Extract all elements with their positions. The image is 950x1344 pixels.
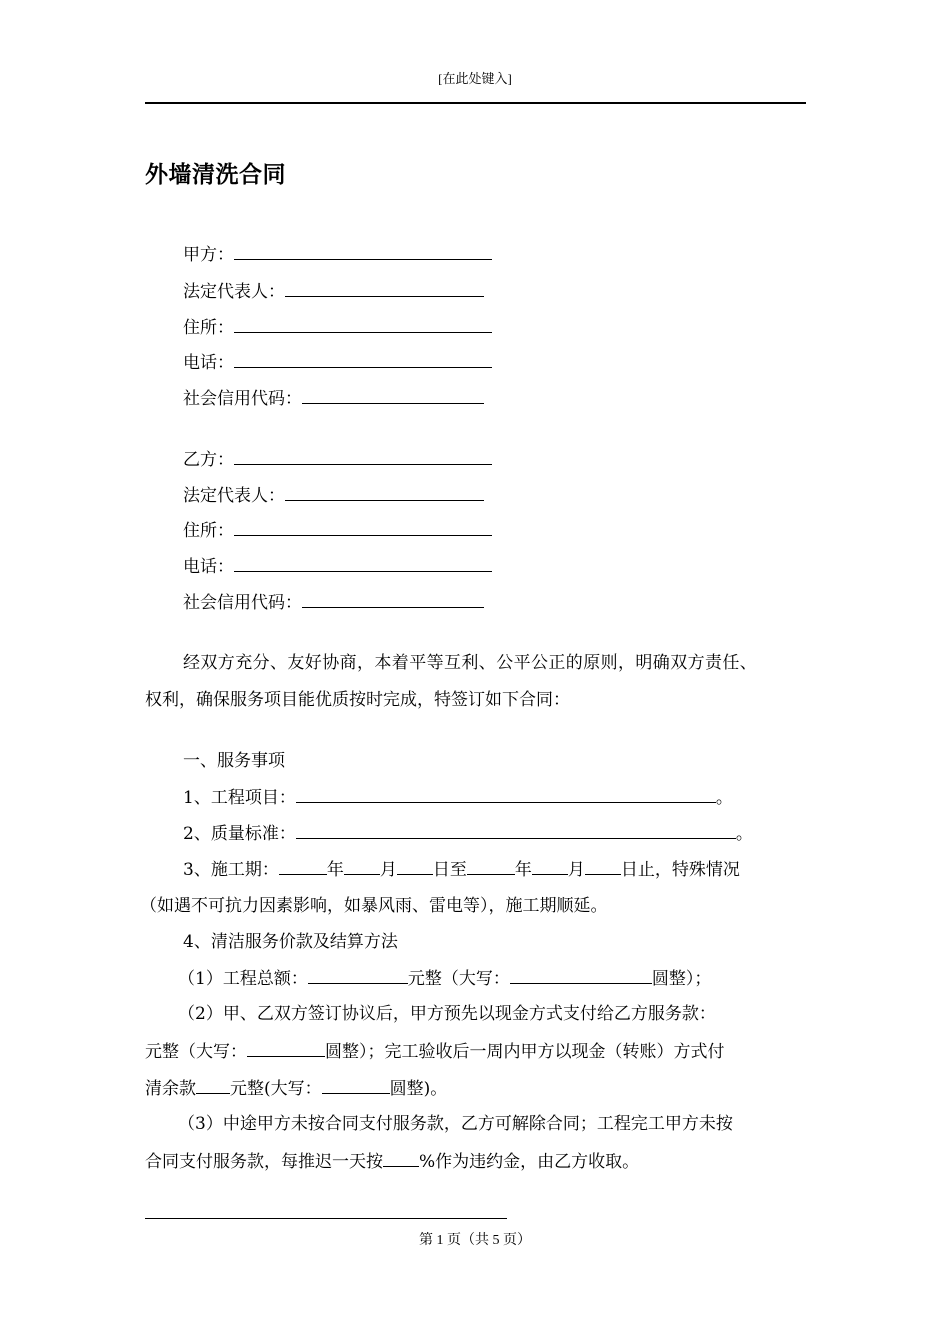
item-1-row (183, 786, 733, 809)
header-rule (145, 102, 806, 104)
item-1-label: 1、工程项目： (183, 788, 296, 808)
start-day-field[interactable] (397, 858, 433, 875)
party-b-phone-label: 电话： (183, 557, 234, 577)
party-a-phone-row (183, 351, 492, 374)
intro-line-1: 经双方充分、友好协商，本着平等互利、公平公正的原则，明确双方责任、 (183, 653, 758, 673)
item-1-end: 。 (715, 788, 733, 808)
text-span: 圆整)。 (389, 1079, 448, 1099)
payment-p2-line-1: （2）甲、乙双方签订协议后，甲方预先以现金方式支付给乙方服务款： (178, 1004, 716, 1024)
balance-capital-field[interactable] (322, 1077, 390, 1094)
party-a-name-row (183, 243, 492, 266)
party-a-name-label: 甲方： (183, 245, 234, 265)
quality-standard-field[interactable] (296, 822, 736, 839)
total-amount-label: （1）工程总额： (178, 969, 308, 989)
party-a-address-label: 住所： (183, 318, 234, 338)
party-a-rep-label: 法定代表人： (183, 282, 285, 302)
day-end-label: 日止，特殊情况 (620, 860, 740, 880)
end-day-field[interactable] (585, 858, 621, 875)
text-span: 清余款 (145, 1079, 196, 1099)
party-a-credit-code-row (183, 387, 484, 410)
item-3-line-2: （如遇不可抗力因素影响，如暴风雨、雷电等），施工期顺延。 (140, 896, 608, 916)
capital-label: 元整（大写： (407, 969, 510, 989)
party-a-phone-label: 电话： (183, 353, 234, 373)
year-label: 年 (514, 860, 532, 880)
page-header: [在此处键入] (438, 71, 512, 86)
party-b-address-field[interactable] (234, 519, 492, 536)
item-2-label: 2、质量标准： (183, 824, 296, 844)
text-span: 圆整）；完工验收后一周内甲方以现金（转账）方式付 (325, 1042, 725, 1062)
party-a-address-field[interactable] (234, 316, 492, 333)
party-b-name-row (183, 448, 492, 471)
party-b-credit-code-field[interactable] (302, 591, 484, 608)
party-b-rep-field[interactable] (285, 484, 484, 501)
party-b-address-row (183, 519, 492, 542)
end-month-field[interactable] (532, 858, 568, 875)
party-b-rep-row (183, 484, 484, 507)
text-span: %作为违约金，由乙方收取。 (419, 1152, 640, 1172)
month-label: 月 (379, 860, 397, 880)
party-b-credit-code-label: 社会信用代码： (183, 593, 302, 613)
item-2-end: 。 (735, 824, 753, 844)
payment-p2-line-3 (145, 1077, 447, 1100)
total-amount-capital-field[interactable] (510, 967, 652, 984)
party-b-name-label: 乙方： (183, 450, 234, 470)
text-span: 合同支付服务款，每推迟一天按 (145, 1152, 383, 1172)
party-b-phone-field[interactable] (234, 555, 492, 572)
advance-capital-field[interactable] (247, 1040, 325, 1057)
party-a-credit-code-label: 社会信用代码： (183, 389, 302, 409)
document-title: 外墙清洗合同 (145, 162, 286, 188)
total-amount-field[interactable] (308, 967, 408, 984)
penalty-rate-field[interactable] (383, 1150, 419, 1167)
party-a-credit-code-field[interactable] (302, 387, 484, 404)
party-a-phone-field[interactable] (234, 351, 492, 368)
yuan-end-label: 圆整）； (651, 969, 712, 989)
start-month-field[interactable] (344, 858, 380, 875)
party-b-name-field[interactable] (234, 448, 492, 465)
text-span: 元整（大写： (145, 1042, 247, 1062)
party-b-credit-code-row (183, 591, 484, 614)
payment-p1-row (178, 967, 711, 990)
item-4-heading: 4、清洁服务价款及结算方法 (183, 932, 398, 952)
item-3-label: 3、施工期： (183, 860, 279, 880)
intro-line-2: 权利，确保服务项目能优质按时完成，特签订如下合同： (145, 690, 570, 710)
year-label: 年 (326, 860, 344, 880)
balance-amount-field[interactable] (196, 1077, 230, 1094)
start-year-field[interactable] (279, 858, 327, 875)
party-b-address-label: 住所： (183, 521, 234, 541)
item-2-row (183, 822, 753, 845)
payment-p2-line-2 (145, 1040, 725, 1063)
payment-p3-line-2 (145, 1150, 639, 1173)
text-span: 元整(大写： (230, 1079, 322, 1099)
party-a-rep-field[interactable] (285, 280, 484, 297)
project-field[interactable] (296, 786, 716, 803)
footer-rule (145, 1218, 507, 1219)
day-to-label: 日至 (432, 860, 467, 880)
payment-p3-line-1: （3）中途甲方未按合同支付服务款，乙方可解除合同；工程完工甲方未按 (178, 1114, 733, 1134)
page-footer: 第 1 页（共 5 页） (419, 1233, 531, 1248)
party-a-name-field[interactable] (234, 243, 492, 260)
section-1-heading: 一、服务事项 (183, 751, 285, 771)
end-year-field[interactable] (467, 858, 515, 875)
party-b-phone-row (183, 555, 492, 578)
party-a-rep-row (183, 280, 484, 303)
party-a-address-row (183, 316, 492, 339)
month-label: 月 (567, 860, 585, 880)
party-b-rep-label: 法定代表人： (183, 486, 285, 506)
item-3-row (183, 858, 740, 881)
